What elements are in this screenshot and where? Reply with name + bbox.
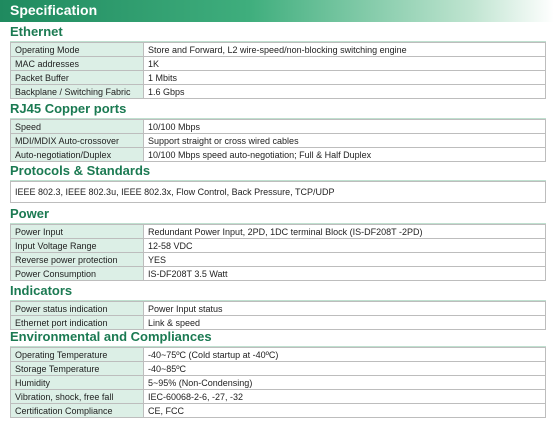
- table-row: [11, 390, 546, 404]
- spec-value: Support straight or cross wired cables: [144, 134, 546, 148]
- spec-key: MDI/MDIX Auto-crossover: [11, 134, 144, 148]
- page-title: Specification: [10, 2, 98, 18]
- spec-key: Input Voltage Range: [11, 239, 144, 253]
- spec-value: 12-58 VDC: [144, 239, 546, 253]
- spec-table: [10, 224, 546, 281]
- table-row: [11, 376, 546, 390]
- section-heading: Indicators: [10, 282, 546, 301]
- spec-key: Auto-negotiation/Duplex: [11, 148, 144, 162]
- section-protocols: [10, 162, 546, 203]
- spec-value: Link & speed: [144, 316, 546, 330]
- section-heading: Power: [10, 205, 546, 224]
- spec-key: Power Input: [11, 225, 144, 239]
- spec-value: 10/100 Mbps: [144, 120, 546, 134]
- table-row: [11, 120, 546, 134]
- table-row: [11, 404, 546, 418]
- spec-table: [10, 347, 546, 418]
- table-row: [11, 57, 546, 71]
- spec-value: IS-DF208T 3.5 Watt: [144, 267, 546, 281]
- spec-key: Reverse power protection: [11, 253, 144, 267]
- spec-key: Packet Buffer: [11, 71, 144, 85]
- table-row: [11, 362, 546, 376]
- spec-table: [10, 301, 546, 330]
- section-indicators: [10, 282, 546, 330]
- spec-key: Power Consumption: [11, 267, 144, 281]
- spec-banner: [0, 0, 554, 22]
- spec-key: Ethernet port indication: [11, 316, 144, 330]
- spec-key: Certification Compliance: [11, 404, 144, 418]
- table-row: [11, 71, 546, 85]
- section-power: [10, 205, 546, 281]
- section-heading: Ethernet: [10, 23, 546, 42]
- section-heading: RJ45 Copper ports: [10, 100, 546, 119]
- spec-value: 1 Mbits: [144, 71, 546, 85]
- spec-key: Humidity: [11, 376, 144, 390]
- section-rj45: [10, 100, 546, 162]
- spec-value: 1K: [144, 57, 546, 71]
- table-row: [11, 239, 546, 253]
- spec-key: Power status indication: [11, 302, 144, 316]
- table-row: [11, 85, 546, 99]
- spec-value: -40~85ºC: [144, 362, 546, 376]
- spec-value: 5~95% (Non-Condensing): [144, 376, 546, 390]
- section-heading: Environmental and Compliances: [10, 328, 546, 347]
- spec-key: Operating Mode: [11, 43, 144, 57]
- table-row: [11, 134, 546, 148]
- spec-value: -40~75ºC (Cold startup at -40ºC): [144, 348, 546, 362]
- table-row: [11, 267, 546, 281]
- table-row: [11, 43, 546, 57]
- table-row: [11, 302, 546, 316]
- spec-key: Operating Temperature: [11, 348, 144, 362]
- spec-key: MAC addresses: [11, 57, 144, 71]
- spec-text: IEEE 802.3, IEEE 802.3u, IEEE 802.3x, Flow Control, Back Pressure, TCP/UDP: [11, 182, 546, 203]
- spec-value: YES: [144, 253, 546, 267]
- spec-value: 10/100 Mbps speed auto-negotiation; Full & Half Duplex: [144, 148, 546, 162]
- section-environmental: [10, 328, 546, 418]
- section-heading: Protocols & Standards: [10, 162, 546, 181]
- spec-table: [10, 42, 546, 99]
- spec-value: Power Input status: [144, 302, 546, 316]
- spec-value: Redundant Power Input, 2PD, 1DC terminal Block (IS-DF208T -2PD): [144, 225, 546, 239]
- spec-table: [10, 119, 546, 162]
- section-ethernet: [10, 23, 546, 99]
- table-row: [11, 253, 546, 267]
- spec-value: IEC-60068-2-6, -27, -32: [144, 390, 546, 404]
- spec-value: 1.6 Gbps: [144, 85, 546, 99]
- spec-key: Speed: [11, 120, 144, 134]
- spec-value: Store and Forward, L2 wire-speed/non-blocking switching engine: [144, 43, 546, 57]
- spec-key: Backplane / Switching Fabric: [11, 85, 144, 99]
- spec-key: Vibration, shock, free fall: [11, 390, 144, 404]
- spec-value: CE, FCC: [144, 404, 546, 418]
- spec-key: Storage Temperature: [11, 362, 144, 376]
- table-row: [11, 148, 546, 162]
- table-row: [11, 182, 546, 203]
- table-row: [11, 225, 546, 239]
- table-row: [11, 348, 546, 362]
- spec-table: [10, 181, 546, 203]
